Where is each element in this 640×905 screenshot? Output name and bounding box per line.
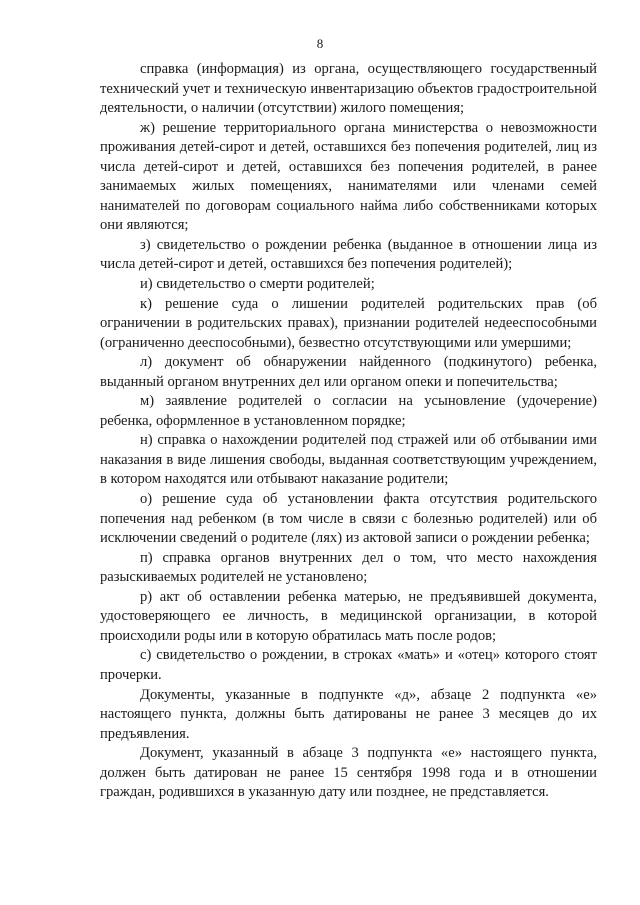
paragraph-item-o: о) решение суда об установлении факта отсутствия родительского попечения над ребенком (в том числе в связи с болезнью родителей) или об исключении сведений о родителе (лях) из актовой записи о рождении ребенка;: [100, 491, 597, 547]
paragraph-item-m: м) заявление родителей о согласии на усыновление (удочерение) ребенка, оформленное в установленном порядке;: [100, 393, 597, 429]
paragraph-item-zh: ж) решение территориального органа министерства о невозможности проживания детей-сирот и детей, оставшихся без попечения родителей, лиц из числа детей-сирот и детей, оставшихся без попечения родителей, в ранее занимаемых жилых помещениях, нанимателями или членами семей нанимателей по договорам социального найма либо собственниками которых они являются;: [100, 119, 597, 234]
paragraph-item-i: и) свидетельство о смерти родителей;: [140, 276, 375, 293]
paragraph-dating-rule-2: Документ, указанный в абзаце 3 подпункта «е» настоящего пункта, должен быть датирован не ранее 15 сентября 1998 года и в отношении граждан, родившихся в указанную дату или позднее, не представляется.: [100, 745, 597, 801]
paragraph-item-r: р) акт об оставлении ребенка матерью, не предъявившей документа, удостоверяющего ее личность, в медицинской организации, в которой происходили роды или в которую обратилась мать после родов;: [100, 588, 597, 644]
paragraph-item-l: л) документ об обнаружении найденного (подкинутого) ребенка, выданный органом внутренних дел или органом опеки и попечительства;: [100, 354, 597, 390]
paragraph-dating-rule-1: Документы, указанные в подпункте «д», абзаце 2 подпункта «е» настоящего пункта, должны быть датированы не ранее 3 месяцев до их предъявления.: [100, 686, 597, 742]
paragraph-item-z: з) свидетельство о рождении ребенка (выданное в отношении лица из числа детей-сирот и детей, оставшихся без попечения родителей);: [100, 236, 597, 273]
paragraph-item-p: п) справка органов внутренних дел о том, что место нахождения разыскиваемых родителей не установлено;: [100, 549, 597, 586]
paragraph-item-s: с) свидетельство о рождении, в строках «мать» и «отец» которого стоят прочерки.: [100, 647, 597, 683]
paragraph-certificate-housing: справка (информация) из органа, осуществляющего государственный технический учет и техническую инвентаризацию объектов градостроительной деятельности, о наличии (отсутствии) жилого помещения;: [100, 61, 597, 117]
paragraph-item-k: к) решение суда о лишении родителей родительских прав (об ограничении в родительских правах), признании родителей недееспособными (ограниченно дееспособными), безвестно отсутствующими или умершими;: [100, 295, 597, 351]
document-body: [100, 60, 597, 803]
paragraph-item-n: н) справка о нахождении родителей под стражей или об отбывании ими наказания в виде лишения свободы, выданная соответствующим учреждением, в котором находятся или отбывают наказание родители;: [100, 432, 597, 488]
page-number: 8: [316, 36, 324, 51]
